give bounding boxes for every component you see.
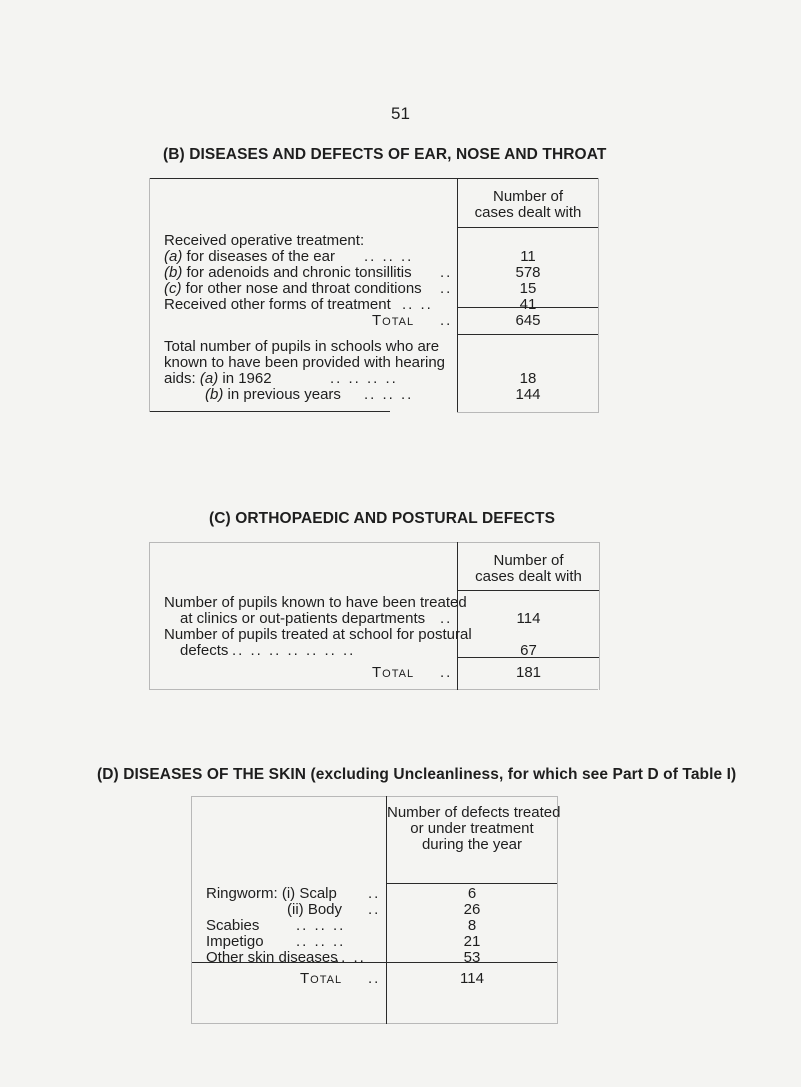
row-label: Number of pupils treated at school for postural: [164, 626, 472, 643]
column-header: during the year: [421, 836, 523, 853]
row-value: 18: [519, 370, 537, 387]
total-value: 645: [515, 312, 541, 329]
leader-dots: .. ..: [402, 296, 433, 313]
table-row: [164, 249, 335, 265]
row-label: defects: [180, 642, 229, 659]
row-label: for diseases of the ear: [186, 248, 335, 265]
row-value: 578: [515, 264, 541, 281]
total-label: Total: [372, 664, 415, 681]
section-b-heading: (B) DISEASES AND DEFECTS OF EAR, NOSE AND THROAT: [163, 146, 607, 163]
table-rule: [150, 411, 390, 412]
leader-dots: .. .. ..: [364, 248, 414, 265]
row-label: for adenoids and chronic tonsillitis: [186, 264, 412, 281]
table-rule: [457, 412, 599, 413]
section-c-heading: (C) ORTHOPAEDIC AND POSTURAL DEFECTS: [209, 510, 556, 527]
row-label: Other skin diseases: [206, 949, 338, 966]
row-value: 15: [519, 280, 537, 297]
table-row: [164, 265, 412, 281]
table-rule: [191, 796, 192, 1024]
leader-dots: ..: [440, 264, 453, 281]
table-rule: [150, 542, 600, 543]
leader-dots: .. ..: [335, 949, 366, 966]
row-label: Impetigo: [206, 933, 264, 950]
table-rule: [599, 542, 600, 690]
row-label: Scabies: [206, 917, 260, 934]
table-row: [164, 371, 272, 387]
table-rule: [557, 796, 558, 1024]
table-rule: [598, 178, 599, 412]
leader-dots: .. .. .. ..: [330, 370, 398, 387]
table-rule: [149, 542, 150, 690]
total-label: Total: [300, 970, 343, 987]
row-value: 21: [463, 933, 481, 950]
row-prefix: (c): [164, 280, 182, 297]
row-prefix: (b): [164, 264, 183, 281]
leader-dots: ..: [440, 312, 453, 329]
row-value: 6: [467, 885, 477, 902]
leader-dots: ..: [440, 610, 453, 627]
row-prefix: (b): [205, 386, 224, 403]
leader-dots: .. .. ..: [296, 933, 346, 950]
column-header: or under treatment: [410, 820, 534, 837]
leader-dots: ..: [440, 664, 453, 681]
row-label: known to have been provided with hearing: [164, 354, 446, 371]
row-label: aids:: [164, 370, 200, 387]
row-label: Received operative treatment:: [164, 232, 365, 249]
row-value: 144: [515, 386, 541, 403]
table-rule: [192, 796, 557, 797]
row-label: Number of pupils known to have been treated: [164, 594, 467, 611]
table-row: [164, 281, 422, 297]
leader-dots: .. .. ..: [364, 386, 414, 403]
table-rule: [458, 227, 598, 228]
table-rule: [150, 178, 598, 179]
leader-dots: ..: [368, 885, 381, 902]
leader-dots: .. .. .. .. .. .. ..: [232, 642, 356, 659]
leader-dots: .. .. ..: [296, 917, 346, 934]
table-rule: [387, 883, 557, 884]
total-value: 114: [460, 970, 484, 987]
total-value: 181: [515, 664, 542, 681]
row-label: in 1962: [222, 370, 272, 387]
leader-dots: ..: [440, 280, 453, 297]
row-value: 114: [516, 610, 541, 627]
row-label: at clinics or out-patients departments: [180, 610, 426, 627]
column-header: Number of defects treated: [387, 804, 561, 821]
table-row: [205, 387, 341, 403]
column-header: cases dealt with: [474, 204, 582, 221]
row-value: 11: [520, 248, 536, 265]
column-header: cases dealt with: [475, 568, 582, 585]
row-label: Received other forms of treatment: [164, 296, 391, 313]
total-label: Total: [372, 312, 415, 329]
leader-dots: ..: [368, 970, 381, 987]
table-rule: [150, 689, 598, 690]
column-header: Number of: [493, 552, 564, 569]
row-label: in previous years: [227, 386, 341, 403]
table-rule: [192, 1023, 557, 1024]
section-d-heading: (D) DISEASES OF THE SKIN (excluding Uncleanliness, for which see Part D of Table I): [97, 766, 737, 783]
row-value: 26: [463, 901, 481, 918]
page-number: 51: [391, 104, 410, 123]
row-label: Total number of pupils in schools who are: [164, 338, 440, 355]
row-label: Ringworm: (i) Scalp: [206, 885, 337, 902]
row-value: 53: [463, 949, 481, 966]
table-rule: [458, 590, 599, 591]
table-rule: [149, 178, 150, 412]
row-value: 8: [467, 917, 477, 934]
row-prefix: (a): [164, 248, 183, 265]
row-value: 41: [519, 296, 537, 313]
row-label: (ii) Body: [287, 901, 343, 918]
row-prefix: (a): [199, 370, 219, 387]
row-value: 67: [520, 642, 537, 659]
row-label: for other nose and throat conditions: [185, 280, 422, 297]
leader-dots: ..: [368, 901, 381, 918]
table-rule: [458, 334, 598, 335]
column-header: Number of: [492, 188, 564, 205]
